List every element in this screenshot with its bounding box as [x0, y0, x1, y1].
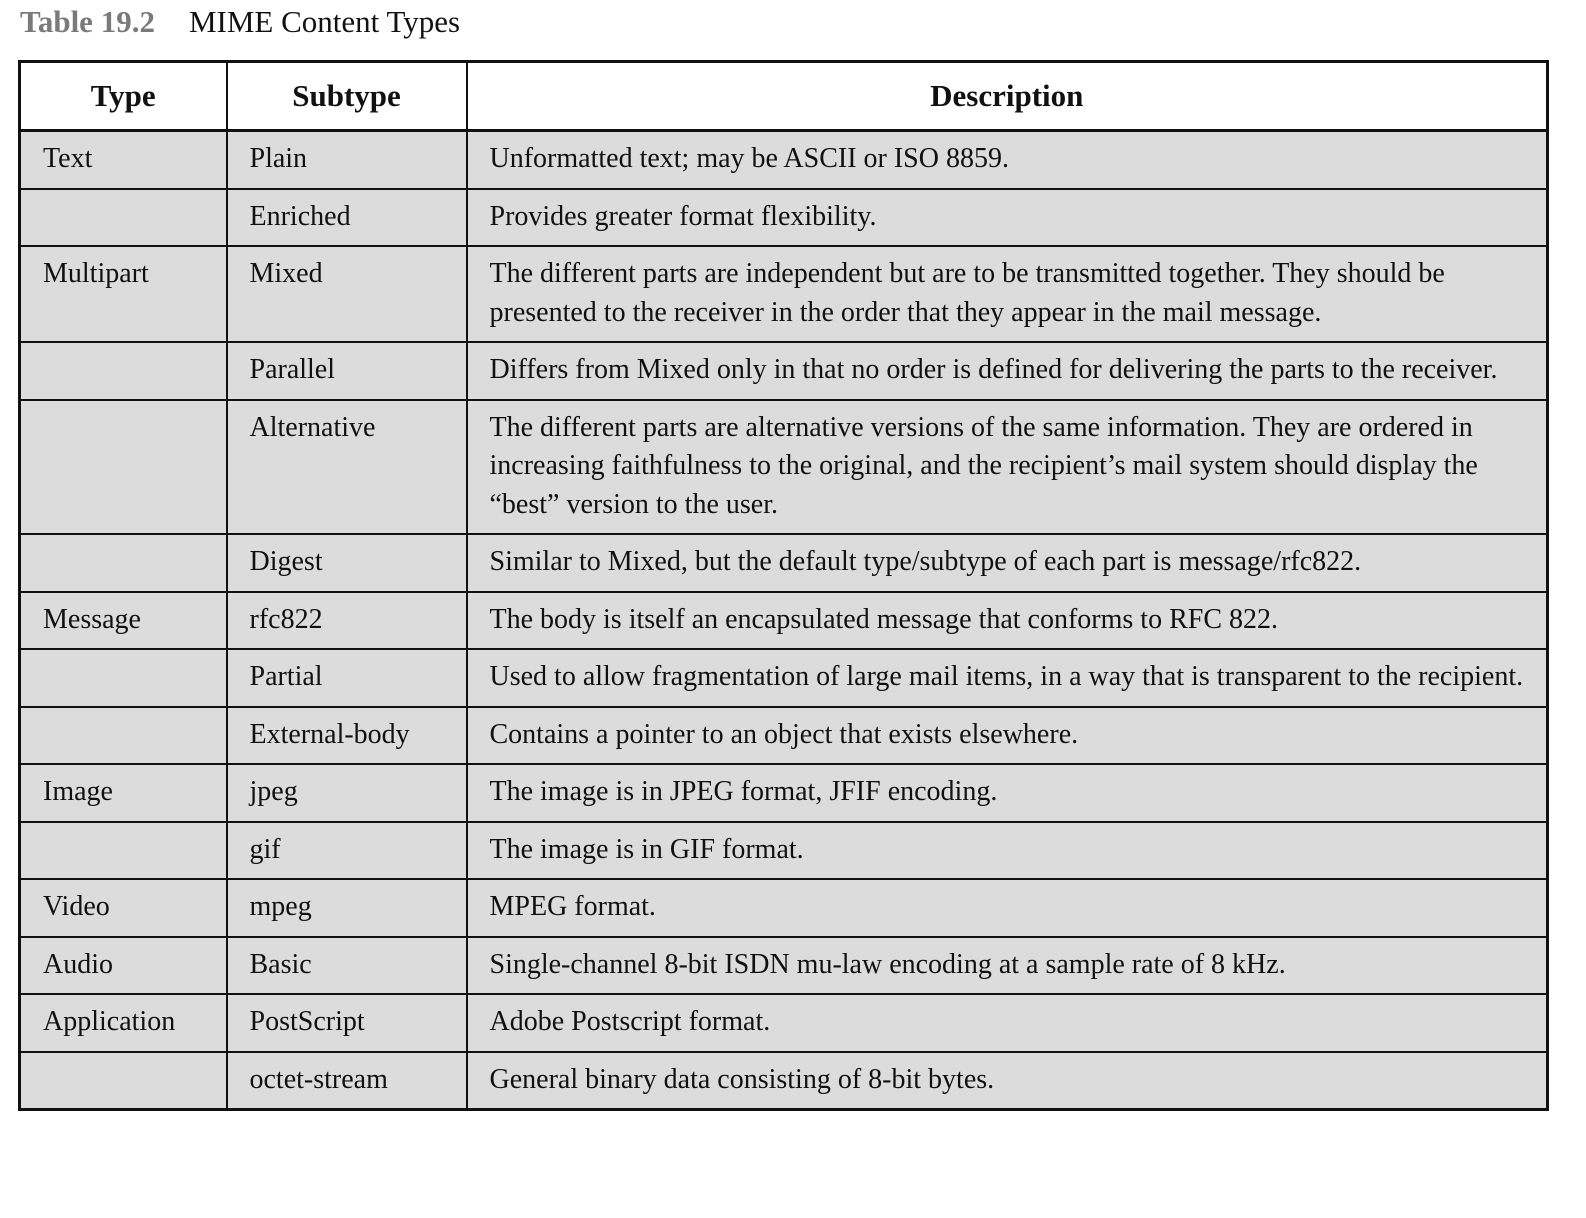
- type-cell: Image: [20, 764, 227, 822]
- description-cell: Differs from Mixed only in that no order is defined for delivering the parts to the receiver.: [467, 342, 1548, 400]
- table-row: [20, 649, 1548, 707]
- table-caption: [20, 2, 460, 42]
- description-cell: Single-channel 8-bit ISDN mu-law encoding at a sample rate of 8 kHz.: [467, 937, 1548, 995]
- type-cell: [20, 707, 227, 765]
- type-cell: [20, 534, 227, 592]
- subtype-cell: Partial: [227, 649, 467, 707]
- description-cell: Used to allow fragmentation of large mail items, in a way that is transparent to the recipient.: [467, 649, 1548, 707]
- table-row: [20, 189, 1548, 247]
- mime-content-types-table: [18, 60, 1549, 1111]
- type-cell: [20, 400, 227, 535]
- table-row: [20, 879, 1548, 937]
- table-number: Table 19.2: [20, 4, 155, 39]
- type-cell: Multipart: [20, 246, 227, 342]
- table-row: [20, 707, 1548, 765]
- table-header-row: [20, 62, 1548, 131]
- type-cell: Application: [20, 994, 227, 1052]
- subtype-cell: External-body: [227, 707, 467, 765]
- subtype-cell: gif: [227, 822, 467, 880]
- subtype-cell: jpeg: [227, 764, 467, 822]
- type-cell: Audio: [20, 937, 227, 995]
- subtype-cell: Mixed: [227, 246, 467, 342]
- table-row: [20, 994, 1548, 1052]
- subtype-cell: rfc822: [227, 592, 467, 650]
- subtype-cell: PostScript: [227, 994, 467, 1052]
- table-row: [20, 131, 1548, 189]
- subtype-cell: Parallel: [227, 342, 467, 400]
- table-row: [20, 822, 1548, 880]
- description-cell: Unformatted text; may be ASCII or ISO 8859.: [467, 131, 1548, 189]
- description-cell: The different parts are alternative versions of the same information. They are ordered in increasing faithfulness to the original, and the recipient’s mail system should display the “best” version to the user.: [467, 400, 1548, 535]
- subtype-cell: octet-stream: [227, 1052, 467, 1110]
- table-row: [20, 937, 1548, 995]
- table-row: [20, 1052, 1548, 1110]
- type-cell: [20, 822, 227, 880]
- table-row: [20, 342, 1548, 400]
- subtype-cell: Digest: [227, 534, 467, 592]
- subtype-cell: mpeg: [227, 879, 467, 937]
- type-cell: [20, 1052, 227, 1110]
- description-cell: Provides greater format flexibility.: [467, 189, 1548, 247]
- header-subtype: Subtype: [227, 62, 467, 131]
- table-row: [20, 400, 1548, 535]
- table-row: [20, 764, 1548, 822]
- type-cell: Message: [20, 592, 227, 650]
- subtype-cell: Plain: [227, 131, 467, 189]
- table-row: [20, 534, 1548, 592]
- type-cell: [20, 649, 227, 707]
- description-cell: Contains a pointer to an object that exists elsewhere.: [467, 707, 1548, 765]
- type-cell: Video: [20, 879, 227, 937]
- description-cell: General binary data consisting of 8-bit bytes.: [467, 1052, 1548, 1110]
- description-cell: The different parts are independent but are to be transmitted together. They should be presented to the receiver in the order that they appear in the mail message.: [467, 246, 1548, 342]
- type-cell: [20, 189, 227, 247]
- header-description: Description: [467, 62, 1548, 131]
- subtype-cell: Enriched: [227, 189, 467, 247]
- subtype-cell: Basic: [227, 937, 467, 995]
- description-cell: The image is in JPEG format, JFIF encoding.: [467, 764, 1548, 822]
- table-row: [20, 246, 1548, 342]
- type-cell: [20, 342, 227, 400]
- subtype-cell: Alternative: [227, 400, 467, 535]
- description-cell: Similar to Mixed, but the default type/subtype of each part is message/rfc822.: [467, 534, 1548, 592]
- type-cell: Text: [20, 131, 227, 189]
- description-cell: The body is itself an encapsulated message that conforms to RFC 822.: [467, 592, 1548, 650]
- header-type: Type: [20, 62, 227, 131]
- description-cell: The image is in GIF format.: [467, 822, 1548, 880]
- description-cell: MPEG format.: [467, 879, 1548, 937]
- description-cell: Adobe Postscript format.: [467, 994, 1548, 1052]
- table-row: [20, 592, 1548, 650]
- table-title: MIME Content Types: [188, 4, 461, 39]
